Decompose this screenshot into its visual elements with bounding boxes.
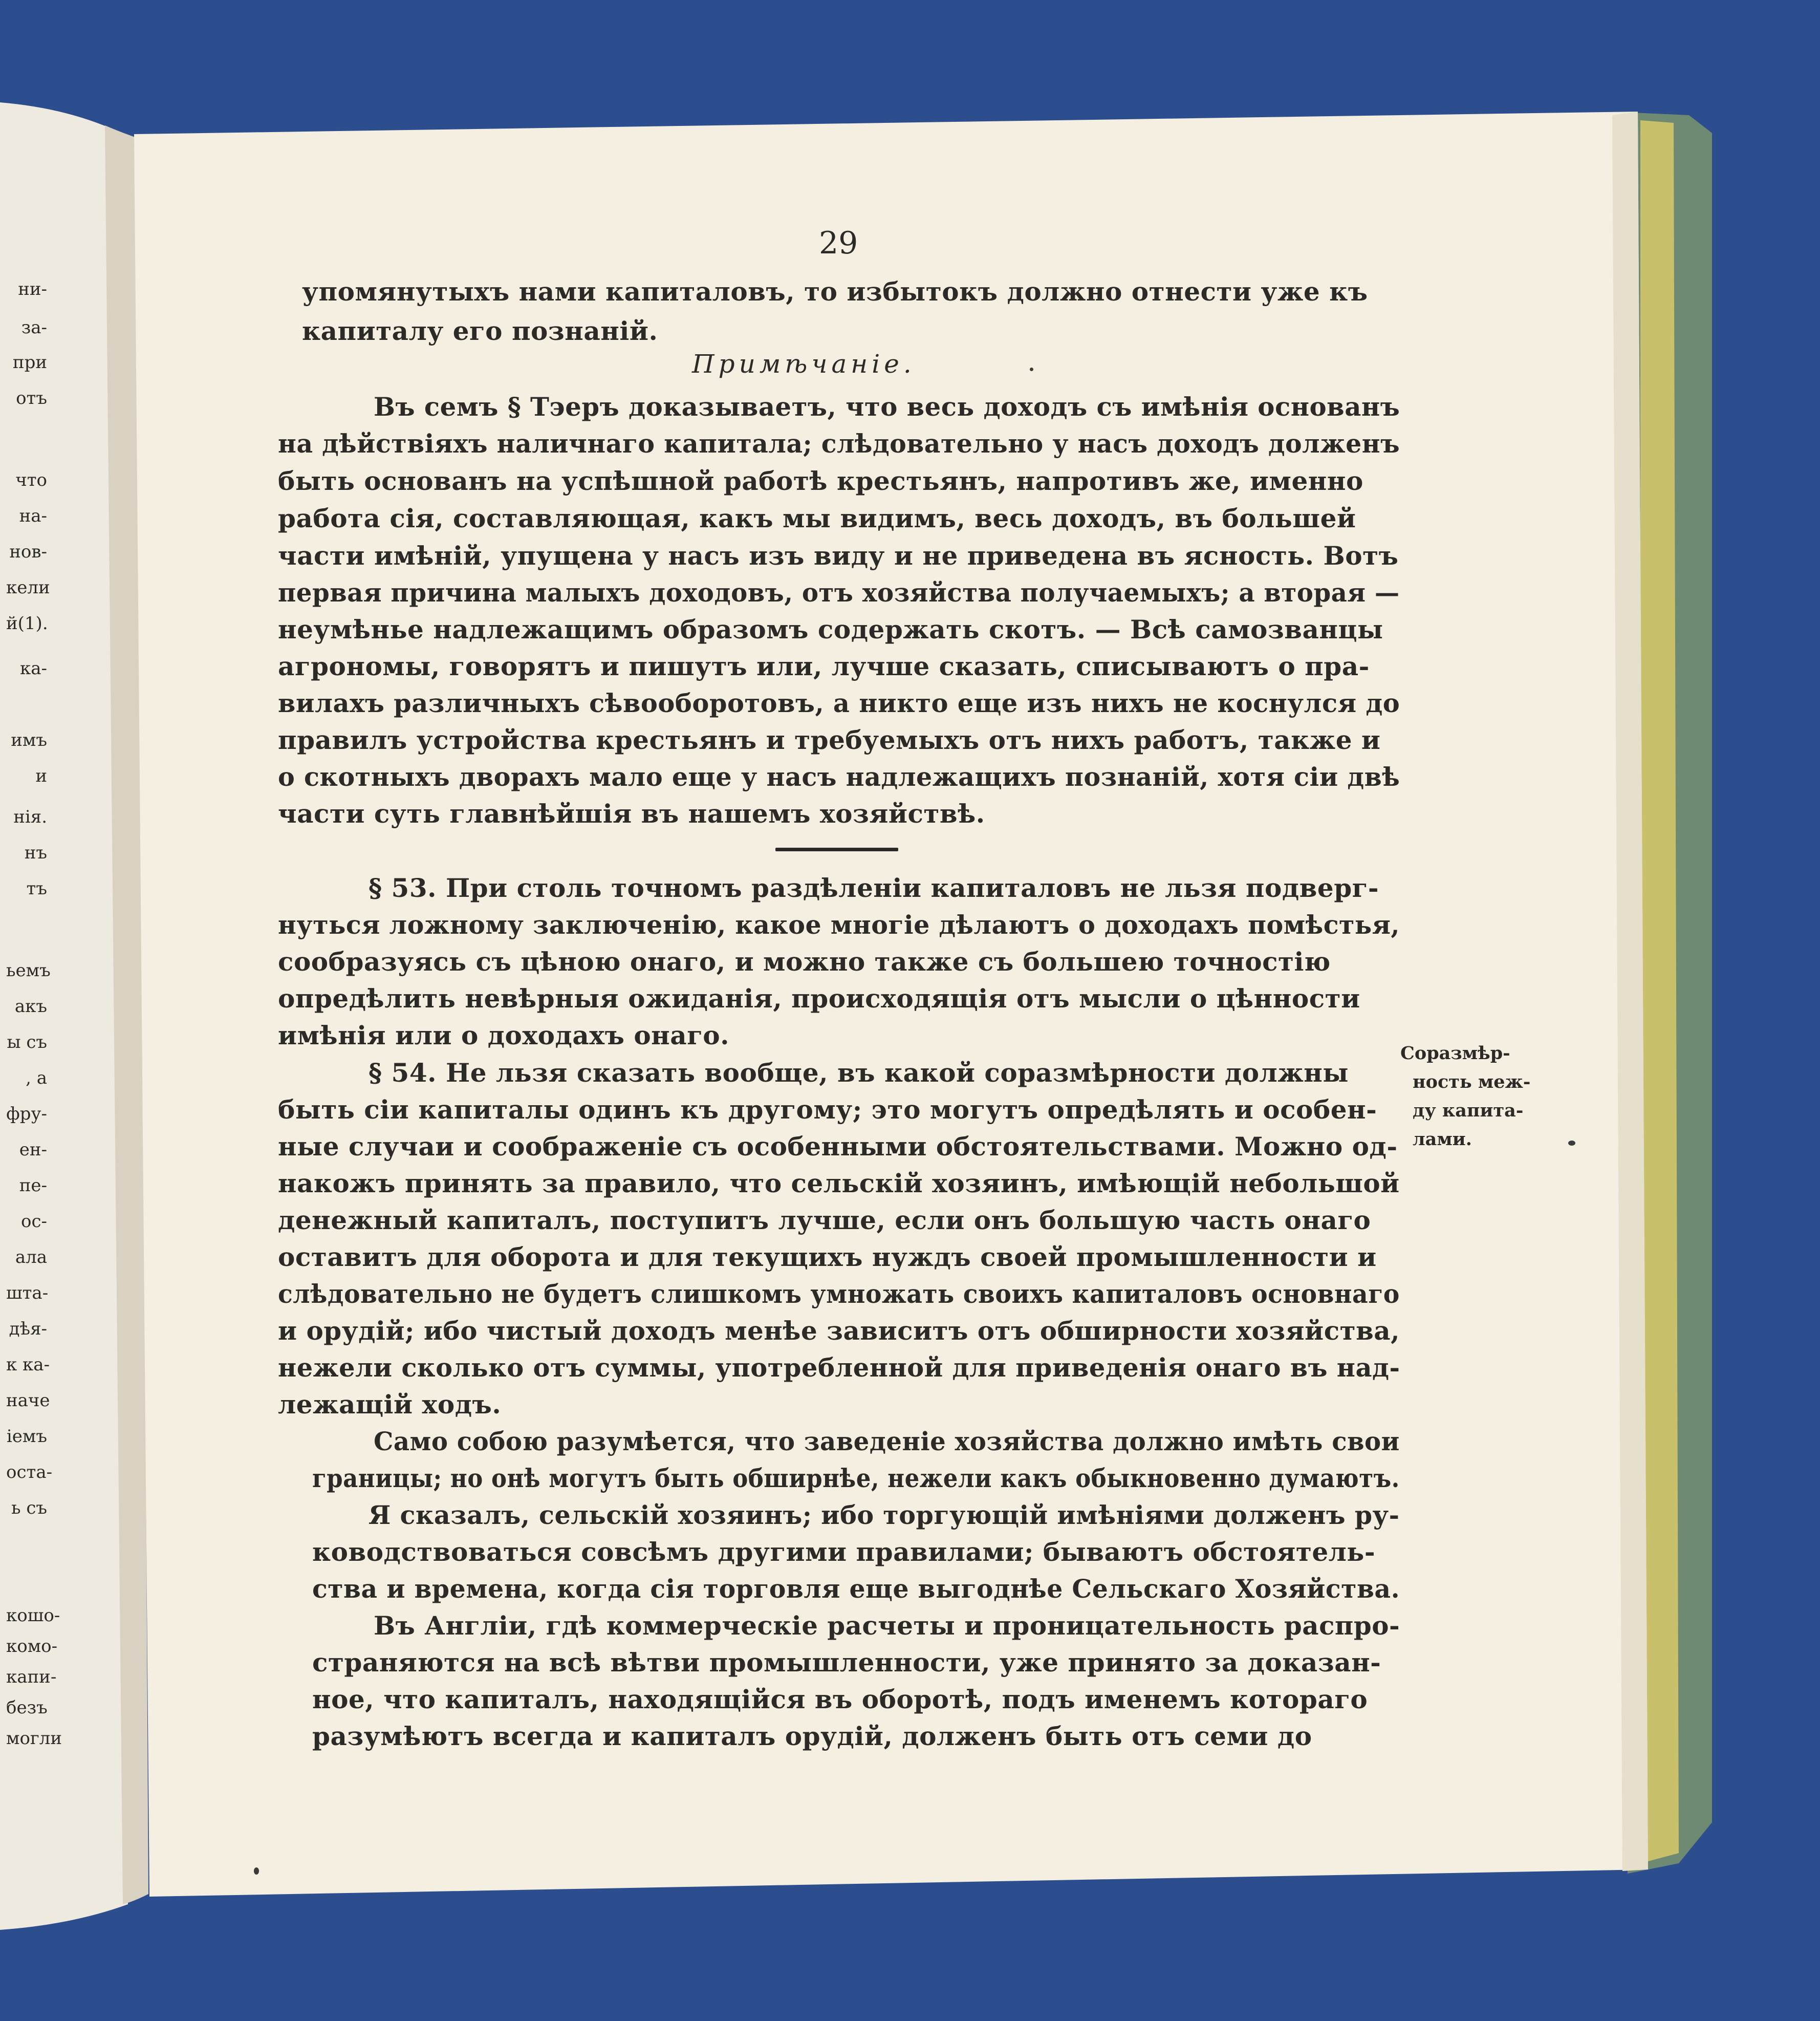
ink-speck: [1030, 368, 1033, 371]
left-page-fragment: за-: [21, 317, 47, 338]
text-line: Въ семъ § Тэеръ доказываетъ, что весь доходъ съ имѣнія основанъ: [374, 392, 1400, 422]
left-page-fragment: при: [12, 352, 47, 373]
text-line: первая причина малыхъ доходовъ, отъ хозяйства получаемыхъ; а вторая —: [278, 577, 1400, 608]
margin-note-line: ность меж-: [1413, 1071, 1531, 1092]
text-line: оставитъ для оборота и для текущихъ нуждъ своей промышленности и: [278, 1242, 1377, 1272]
left-page-fragment: на-: [19, 506, 47, 526]
left-page-fragment: нія.: [13, 807, 47, 827]
left-page-fragment: наче: [6, 1390, 50, 1411]
text-line: § 54. Не льзя сказать вообще, въ какой соразмѣрности должны: [369, 1058, 1349, 1088]
left-page-fragment: ь съ: [11, 1498, 47, 1518]
text-line: Въ Англіи, гдѣ коммерческіе расчеты и проницательность распро-: [374, 1610, 1400, 1641]
text-line: имѣнія или о доходахъ онаго.: [278, 1020, 730, 1050]
left-page-fragment: шта-: [6, 1283, 49, 1303]
text-line: денежный капиталъ, поступитъ лучше, если онъ большую часть онаго: [278, 1205, 1371, 1235]
left-page-fragment: фру-: [6, 1104, 47, 1124]
left-page-fragment: , а: [26, 1068, 47, 1088]
text-line: лежащій ходъ.: [278, 1389, 502, 1420]
left-page-fragment: ы съ: [7, 1032, 47, 1052]
margin-note-line: лами.: [1413, 1129, 1472, 1150]
left-page-fragment: и: [35, 766, 47, 786]
text-line: ководствоваться совсѣмъ другими правилами; бываютъ обстоятель-: [312, 1537, 1376, 1567]
left-page-fragment: ала: [15, 1247, 47, 1267]
margin-note-line: Соразмѣр-: [1400, 1043, 1510, 1064]
text-line: ное, что капиталъ, находящійся въ оборотѣ, подъ именемъ котораго: [312, 1684, 1368, 1714]
text-line: быть сіи капиталы одинъ къ другому; это могутъ опредѣлять и особен-: [278, 1094, 1377, 1125]
left-page-fragment: ьемъ: [6, 960, 51, 981]
text-line: вилахъ различныхъ сѣвооборотовъ, а никто еще изъ нихъ не коснулся до: [278, 688, 1400, 718]
text-line: быть основанъ на успѣшной работѣ крестьянъ, напротивъ же, именно: [278, 466, 1363, 496]
text-line: о скотныхъ дворахъ мало еще у насъ надлежащихъ познаній, хотя сіи двѣ: [278, 762, 1400, 792]
text-line: слѣдовательно не будетъ слишкомъ умножать своихъ капиталовъ основнаго: [278, 1279, 1400, 1309]
left-page-fragment: акъ: [14, 996, 47, 1017]
left-page-fragment: что: [15, 470, 47, 490]
text-line: § 53. При столь точномъ раздѣленіи капиталовъ не льзя подверг-: [369, 873, 1379, 903]
left-page-fragment: ка-: [19, 658, 47, 679]
text-line: части суть главнѣйшія въ нашемъ хозяйствѣ.: [278, 799, 985, 829]
text-line: ства и времена, когда сія торговля еще выгоднѣе Сельскаго Хозяйства.: [312, 1574, 1400, 1604]
text-line: накожъ принять за правило, что сельскій хозяинъ, имѣющій небольшой: [278, 1168, 1400, 1198]
left-page-fragment: отъ: [16, 388, 47, 408]
left-page-fragment: дѣя-: [9, 1319, 47, 1339]
left-page-fragment: іемъ: [6, 1426, 47, 1447]
section-heading: Примѣчаніе.: [692, 349, 916, 379]
text-line: ные случаи и соображеніе съ особенными обстоятельствами. Можно од-: [278, 1131, 1398, 1162]
text-line: агрономы, говорятъ и пишутъ или, лучше сказать, списываютъ о пра-: [278, 651, 1370, 681]
left-page-fragment: кошо-: [6, 1605, 60, 1626]
text-line: разумѣютъ всегда и капиталъ орудій, долженъ быть отъ семи до: [312, 1721, 1312, 1751]
margin-note-line: ду капита-: [1413, 1100, 1524, 1121]
section-divider: [775, 848, 898, 851]
left-page-fragment: капи-: [6, 1667, 57, 1687]
left-page-fragment: нов-: [9, 542, 47, 562]
text-line: капиталу его познаній.: [302, 316, 658, 346]
text-line: неумѣнье надлежащимъ образомъ содержать скотъ. — Всѣ самозванцы: [278, 614, 1383, 644]
text-line: и орудій; ибо чистый доходъ менѣе зависитъ отъ обширности хозяйства,: [278, 1316, 1400, 1346]
left-page-fragment: тъ: [26, 878, 47, 899]
left-page-fragment: оста-: [6, 1462, 53, 1482]
text-line: правилъ устройства крестьянъ и требуемыхъ отъ нихъ работъ, также и: [278, 725, 1381, 755]
ink-speck: [254, 1867, 259, 1875]
left-page-fragment: й(1).: [6, 613, 48, 634]
text-line: опредѣлить невѣрныя ожиданія, происходящія отъ мысли о цѣнности: [278, 983, 1360, 1014]
left-page-fragment: пе-: [19, 1175, 47, 1196]
text-line: упомянутыхъ нами капиталовъ, то избытокъ должно отнести уже къ: [302, 276, 1368, 307]
text-line: Само собою разумѣется, что заведеніе хозяйства должно имѣть свои: [374, 1426, 1400, 1456]
text-line: Я сказалъ, сельскій хозяинъ; ибо торгующій имѣніями долженъ ру-: [369, 1500, 1400, 1530]
left-page-fragment: ен-: [19, 1140, 47, 1160]
text-line: страняются на всѣ вѣтви промышленности, уже принято за доказан-: [312, 1647, 1381, 1678]
text-line: границы; но онѣ могутъ быть обширнѣе, нежели какъ обыкновенно думаютъ.: [312, 1463, 1400, 1493]
left-page-fragment: безъ: [6, 1697, 48, 1718]
text-line: сообразуясь съ цѣною онаго, и можно также съ большею точностію: [278, 947, 1331, 977]
left-page-fragment: к ка-: [6, 1354, 50, 1375]
left-page-fragment: ос-: [21, 1211, 47, 1232]
text-line: работа сія, составляющая, какъ мы видимъ, весь доходъ, въ большей: [278, 503, 1356, 533]
left-page-fragment: кели: [6, 577, 50, 598]
ink-speck: [1568, 1141, 1575, 1146]
left-page-fragment: ни-: [18, 279, 47, 299]
page-number: 29: [819, 225, 858, 261]
left-page-fragment: могли: [6, 1728, 62, 1749]
left-page-fragment: нъ: [24, 843, 47, 863]
text-line: нуться ложному заключенію, какое многіе дѣлаютъ о доходахъ помѣстья,: [278, 910, 1400, 940]
text-line: нежели сколько отъ суммы, употребленной для приведенія онаго въ над-: [278, 1352, 1400, 1383]
text-line: части имѣній, упущена у насъ изъ виду и не приведена въ ясность. Вотъ: [278, 541, 1399, 571]
left-page-fragment: имъ: [11, 730, 47, 750]
text-line: на дѣйствіяхъ наличнаго капитала; слѣдовательно у насъ доходъ долженъ: [278, 428, 1400, 459]
left-page-fragment: комо-: [6, 1636, 58, 1657]
